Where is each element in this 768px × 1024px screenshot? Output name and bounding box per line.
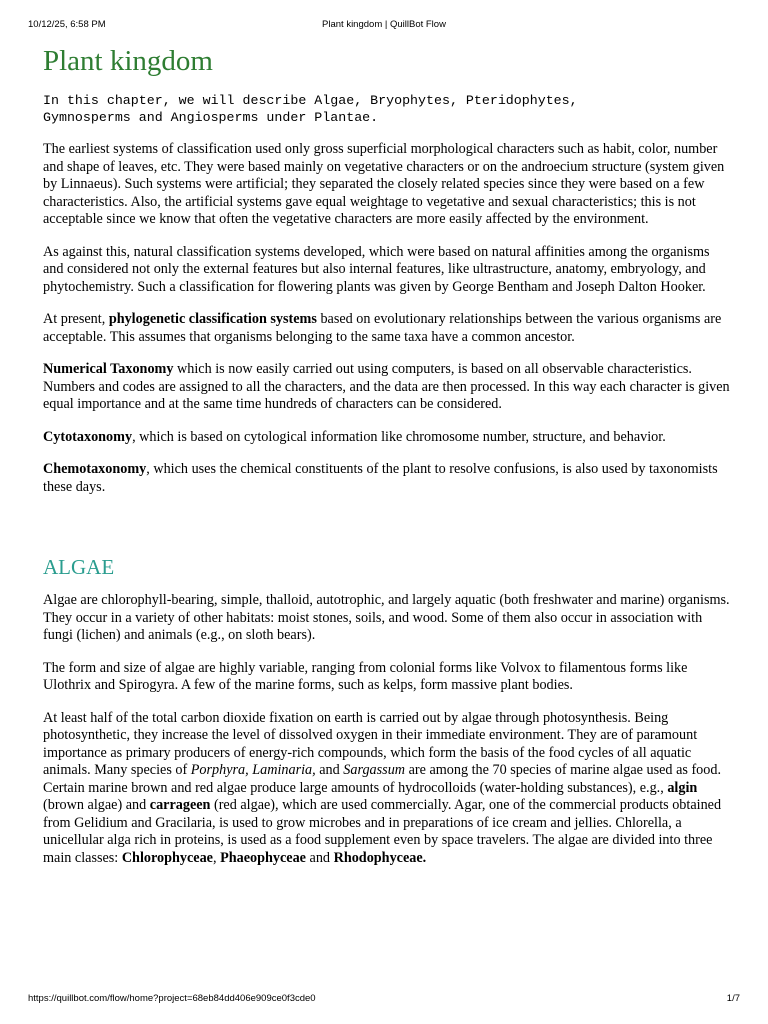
paragraph-algae-importance: At least half of the total carbon dioxide fixation on earth is carried out by algae through photosynthesis. Being photosynthetic, they increase the level of dissolved oxygen in their immediate environment. They are of paramount importance as primary producers of energy-rich compounds, which form the basis of the food cycles of all aquatic animals. Many species of Porphyra, Laminaria, and Sargassum are among the 70 species of marine algae used as food. Certain marine brown and red algae produce large amounts of hydrocolloids (water-holding substances), e.g., algin (brown algae) and carrageen (red algae), which are used commercially. Agar, one of the commercial products obtained from Gelidium and Gracilaria, is used to grow microbes and in preparations of ice cream and jellies. Chlorella, a unicellular alga rich in proteins, is used as a food supplement even by space travelers. The algae are divided into three main classes: Chlorophyceae, Phaeophyceae and Rhodophyceae. [43,709,722,866]
print-url: https://quillbot.com/flow/home?project=68eb84dd406e909ce0f3cde0 [28,993,316,1004]
chapter-intro: In this chapter, we will describe Algae, Bryophytes, Pteridophytes, Gymnosperms and Angiosperms under Plantae. [43,93,578,125]
print-page-number: 1/7 [726,993,740,1004]
term-numerical-taxonomy: Numerical Taxonomy [43,361,174,377]
paragraph-algae-definition: Algae are chlorophyll-bearing, simple, thalloid, autotrophic, and largely aquatic (both freshwater and marine) organisms. They occur in a variety of other habitats: moist stones, soils, and wood. Some of them also occur in association with fungi (lichen) and animals (e.g., on sloth bears). [43,592,730,643]
paragraph-cytotaxonomy: Cytotaxonomy, which is based on cytological information like chromosome number, structure, and behavior. [43,428,666,445]
term-carrageen: carrageen [149,797,211,813]
print-page-title: Plant kingdom | QuillBot Flow [322,19,446,30]
paragraph-phylogenetic: At present, phylogenetic classification systems based on evolutionary relationships between the various organisms are acceptable. This assumes that organisms belonging to the same taxa have a common ancestor. [43,311,722,345]
term-algin: algin [667,779,698,796]
species-porphyra-laminaria: Porphyra, Laminaria, [190,762,316,778]
print-header [28,19,740,33]
paragraph-classification-history: The earliest systems of classification used only gross superficial morphological characters such as habit, color, number and shape of leaves, etc. They were based mainly on vegetative characters or on the androecium structure (system given by Linnaeus). Such systems were artificial; they separated the closely related species since they were based on a few characteristics. Also, the artificial systems gave equal weightage to vegetative and sexual characteristics; this is not acceptable since we know that often the vegetative characters are more easily affected by the environment. [43,141,725,227]
term-cytotaxonomy: Cytotaxonomy [43,428,133,445]
term-phylogenetic: phylogenetic classification systems [108,311,317,327]
document-content [43,43,733,867]
section-heading-algae: ALGAE [43,555,115,579]
paragraph-numerical-taxonomy: Numerical Taxonomy which is now easily carried out using computers, is based on all observable characteristics. Numbers and codes are assigned to all the characters, and the data are then processed. In this way each character is given equal importance and at the same time hundreds of characters can be considered. [43,361,730,412]
class-phaeophyceae: Phaeophyceae [220,849,306,866]
term-chemotaxonomy: Chemotaxonomy [43,461,147,477]
paragraph-algae-forms: The form and size of algae are highly variable, ranging from colonial forms like Volvox to filamentous forms like Ulothrix and Spirogyra. A few of the marine forms, such as kelps, form massive plant bodies. [43,659,688,693]
print-datetime: 10/12/25, 6:58 PM [28,19,106,30]
paragraph-natural-classification: As against this, natural classification systems developed, which were based on natural affinities among the organisms and considered not only the external features but also internal features, like ultrastructure, anatomy, embryology, and phytochemistry. Such a classification for flowering plants was given by George Bentham and Joseph Dalton Hooker. [43,243,710,295]
print-footer [28,993,740,1007]
document-title: Plant kingdom [43,45,213,77]
paragraph-chemotaxonomy: Chemotaxonomy, which uses the chemical constituents of the plant to resolve confusions, is also used by taxonomists these days. [43,461,718,495]
species-sargassum: Sargassum [343,762,406,778]
class-chlorophyceae: Chlorophyceae [121,849,213,866]
class-rhodophyceae: Rhodophyceae. [333,849,427,866]
